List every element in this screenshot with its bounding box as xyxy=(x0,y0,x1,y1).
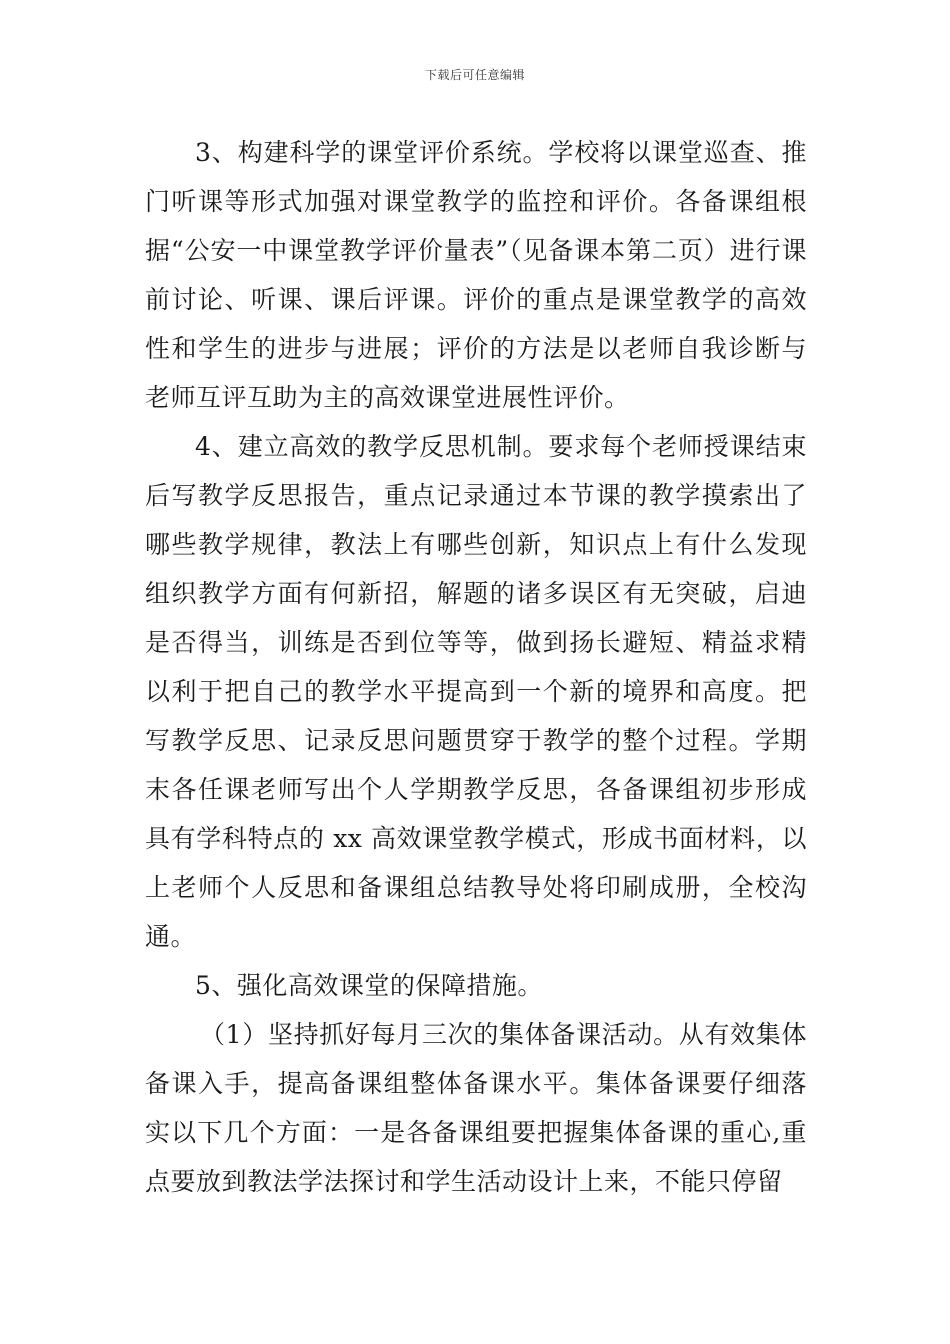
paragraph-safeguard-measures: 5、强化高效课堂的保障措施。 xyxy=(195,971,543,1000)
paragraph-teaching-reflection: 4、建立高效的教学反思机制。要求每个老师授课结束后写教学反思报告，重点记录通过本节课的教学摸索出了哪些教学规律，教法上有哪些创新，知识点上有什么发现组织教学方面有何新招，解题的诸多误区有无突破，启迪是否得当，训练是否到位等等，做到扬长避短、精益求精以利于把自己的教学水平提高到一个新的境界和高度。把写教学反思、记录反思问题贯穿于教学的整个过程。学期末各任课老师写出个人学期教学反思，各备课组初步形成具有学科特点的 xx 高效课堂教学模式，形成书面材料，以上老师个人反思和备课组总结教导处将印刷成册，全校沟通。 xyxy=(145,432,807,951)
page-header-note: 下载后可任意编辑 xyxy=(424,68,525,82)
document-body xyxy=(145,128,807,1206)
paragraph-collective-preparation: （1）坚持抓好每月三次的集体备课活动。从有效集体备课入手，提高备课组整体备课水平。集体备课要仔细落实以下几个方面：一是各备课组要把握集体备课的重心,重点要放到教法学法探讨和学生活动设计上来，不能只停留 xyxy=(145,1020,807,1196)
paragraph-classroom-evaluation: 3、构建科学的课堂评价系统。学校将以课堂巡查、推门听课等形式加强对课堂教学的监控和评价。各备课组根据“公安一中课堂教学评价量表”（见备课本第二页）进行课前讨论、听课、课后评课。评价的重点是课堂教学的高效性和学生的进步与进展；评价的方法是以老师自我诊断与老师互评互助为主的高效课堂进展性评价。 xyxy=(145,138,807,412)
